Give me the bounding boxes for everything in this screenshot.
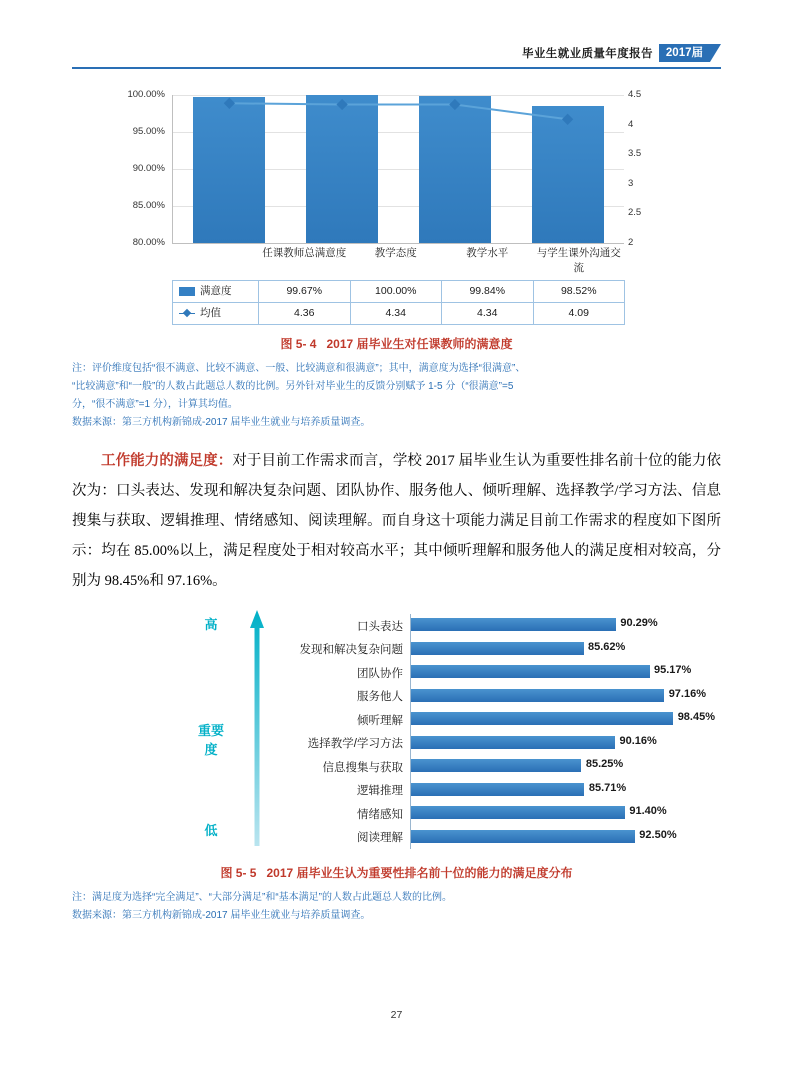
bar-track — [410, 826, 711, 850]
note-line: “比较满意”和“一般”的人数占此题总人数的比例。另外针对毕业生的反馈分别赋予 1-5 分（“很满意”=5 — [72, 381, 514, 392]
bar-ability-10 — [411, 830, 635, 843]
figure-caption-5-4 — [72, 335, 721, 352]
axis-tick: 95.00% — [132, 126, 165, 137]
axis-label-high: 高 — [204, 617, 218, 632]
bar-ability-6 — [411, 736, 615, 749]
bar-ability-2 — [411, 642, 584, 655]
table-row — [173, 281, 625, 303]
chart2-rows — [272, 614, 715, 849]
note-line: 分，“很不满意”=1 分），计算其均值。 — [72, 399, 238, 410]
report-year-badge: 2017届 — [659, 44, 710, 62]
cell-satisfaction-1: 99.67% — [259, 281, 351, 303]
figure-number: 图 5- 4 — [280, 337, 317, 351]
header-title-group — [522, 40, 721, 62]
bar-ability-8 — [411, 783, 584, 796]
header-divider — [72, 67, 721, 69]
bar-value: 95.17% — [654, 664, 692, 676]
category-label: 与学生课外沟通交流 — [533, 244, 625, 281]
category-label: 任课教师总满意度 — [259, 244, 351, 281]
cell-satisfaction-4: 98.52% — [533, 281, 625, 303]
bar-ability-4 — [411, 689, 664, 702]
table-row — [173, 303, 625, 325]
bar-ability-7 — [411, 759, 581, 772]
chart-satisfaction-teachers — [110, 89, 680, 325]
axis-tick: 2.5 — [628, 207, 642, 219]
axis-tick: 4.5 — [628, 89, 642, 100]
figure-caption-5-5 — [72, 864, 721, 881]
axis-label-importance: 重要度 — [197, 723, 224, 757]
cell-satisfaction-3: 99.84% — [442, 281, 534, 303]
chart2-row — [272, 826, 711, 850]
axis-tick: 80.00% — [132, 237, 165, 248]
bar-value: 91.40% — [629, 805, 667, 817]
bar-track — [410, 708, 715, 732]
figure-title: 2017 届毕业生认为重要性排名前十位的能力的满足度分布 — [266, 866, 573, 880]
chart2-row — [272, 732, 711, 756]
bar-value: 85.62% — [588, 640, 626, 653]
chart2-row — [272, 685, 711, 709]
note-line: 数据来源：第三方机构新锦成-2017 届毕业生就业与培养质量调查。 — [72, 910, 371, 921]
ability-label: 服务他人 — [357, 691, 403, 704]
bar-value: 85.71% — [588, 781, 627, 794]
chart2-notes — [72, 889, 721, 925]
table-row-categories — [173, 244, 625, 281]
body-paragraph — [72, 446, 721, 596]
empty-corner — [173, 244, 259, 281]
legend-label: 均值 — [200, 307, 221, 319]
bar-track — [410, 661, 711, 685]
chart-ability-satisfaction — [72, 610, 721, 860]
legend-item-mean — [173, 303, 259, 325]
chart1-data-table — [172, 244, 625, 325]
bar-track — [410, 685, 711, 709]
bar-track — [410, 732, 711, 756]
legend-label: 满意度 — [200, 285, 232, 297]
chart2-row — [272, 614, 711, 638]
chart2-row — [272, 638, 711, 662]
bar-track — [410, 614, 711, 638]
importance-arrow-icon — [250, 610, 264, 846]
chart2-row — [272, 708, 715, 732]
axis-tick: 2 — [628, 237, 634, 248]
ability-label: 团队协作 — [357, 667, 403, 680]
chart2-row — [272, 779, 711, 803]
category-label: 教学态度 — [350, 244, 442, 281]
bar-value: 92.50% — [639, 828, 677, 841]
bar-value: 90.16% — [619, 734, 657, 747]
category-label: 教学水平 — [442, 244, 534, 281]
ability-label: 选择教学/学习方法 — [307, 738, 403, 751]
bar-value: 90.29% — [620, 617, 658, 629]
ability-label: 逻辑推理 — [357, 785, 403, 798]
axis-tick: 3.5 — [628, 148, 642, 160]
legend-line-icon — [179, 309, 195, 318]
bar-ability-5 — [411, 712, 673, 725]
bar-track — [410, 638, 711, 662]
note-line: 注：满足度为选择“完全满足”、“大部分满足”和“基本满足”的人数占此题总人数的比例。 — [72, 892, 452, 903]
cell-mean-2: 4.34 — [350, 303, 442, 325]
bar-ability-9 — [411, 806, 625, 819]
ability-label: 阅读理解 — [357, 832, 403, 845]
chart1-right-axis — [622, 89, 682, 248]
page-header — [72, 40, 721, 74]
cell-mean-4: 4.09 — [533, 303, 625, 325]
ability-label: 信息搜集与获取 — [322, 761, 403, 774]
chart2-row — [272, 802, 711, 826]
bar-ability-1 — [411, 618, 616, 631]
cell-mean-1: 4.36 — [259, 303, 351, 325]
axis-tick: 100.00% — [127, 89, 165, 100]
ability-label: 口头表达 — [357, 620, 403, 633]
chart2-row — [272, 755, 711, 779]
report-title: 毕业生就业质量年度报告 — [522, 48, 653, 60]
bar-track — [410, 802, 711, 826]
cell-mean-3: 4.34 — [442, 303, 534, 325]
ability-label: 情绪感知 — [357, 808, 403, 821]
cell-satisfaction-2: 100.00% — [350, 281, 442, 303]
paragraph-text: 对于目前工作需求而言，学校 2017 届毕业生认为重要性排名前十位的能力依次为：口头表达、发现和解决复杂问题、团队协作、服务他人、倾听理解、选择教学/学习方法、信息搜集与获取、逻辑推理、情绪感知、阅读理解。而自身这十项能力满足目前工作需求的程度如下图所示：均在 85.00%以上，满足程度处于相对较高水平；其中倾听理解和服务他人的满足度相对较高，分别为 98.45%和 97.16%。 — [72, 453, 722, 589]
figure-title: 2017 届毕业生对任课教师的满意度 — [326, 337, 513, 351]
bar-ability-3 — [411, 665, 650, 678]
bar-value: 85.25% — [585, 758, 624, 770]
ability-label: 发现和解决复杂问题 — [299, 644, 403, 657]
legend-item-satisfaction — [173, 281, 259, 303]
axis-tick: 4 — [628, 118, 634, 130]
note-line: 数据来源：第三方机构新锦成-2017 届毕业生就业与培养质量调查。 — [72, 417, 371, 428]
axis-label-low: 低 — [204, 823, 218, 838]
legend-swatch-icon — [179, 287, 195, 296]
bar-value: 97.16% — [668, 687, 706, 700]
header-flag-icon — [710, 44, 721, 62]
chart1-mean-line — [173, 95, 624, 243]
chart2-row — [272, 661, 711, 685]
axis-tick: 3 — [628, 177, 634, 189]
page-content — [72, 89, 722, 925]
bar-track — [410, 755, 711, 779]
note-line: 注：评价维度包括“很不满意、比较不满意、一般、比较满意和很满意”；其中，满意度为选择“很满意”、 — [72, 363, 526, 374]
chart1-left-axis — [111, 89, 171, 248]
figure-number: 图 5- 5 — [220, 866, 257, 880]
ability-label: 倾听理解 — [357, 714, 403, 727]
axis-tick: 90.00% — [132, 163, 165, 174]
chart1-plot-area — [127, 89, 642, 248]
bar-track — [410, 779, 711, 803]
page-number: 27 — [390, 1009, 403, 1021]
paragraph-lead: 工作能力的满足度： — [101, 453, 233, 469]
chart1-notes — [72, 360, 721, 432]
axis-tick: 85.00% — [132, 200, 165, 211]
bar-value: 98.45% — [677, 711, 715, 723]
